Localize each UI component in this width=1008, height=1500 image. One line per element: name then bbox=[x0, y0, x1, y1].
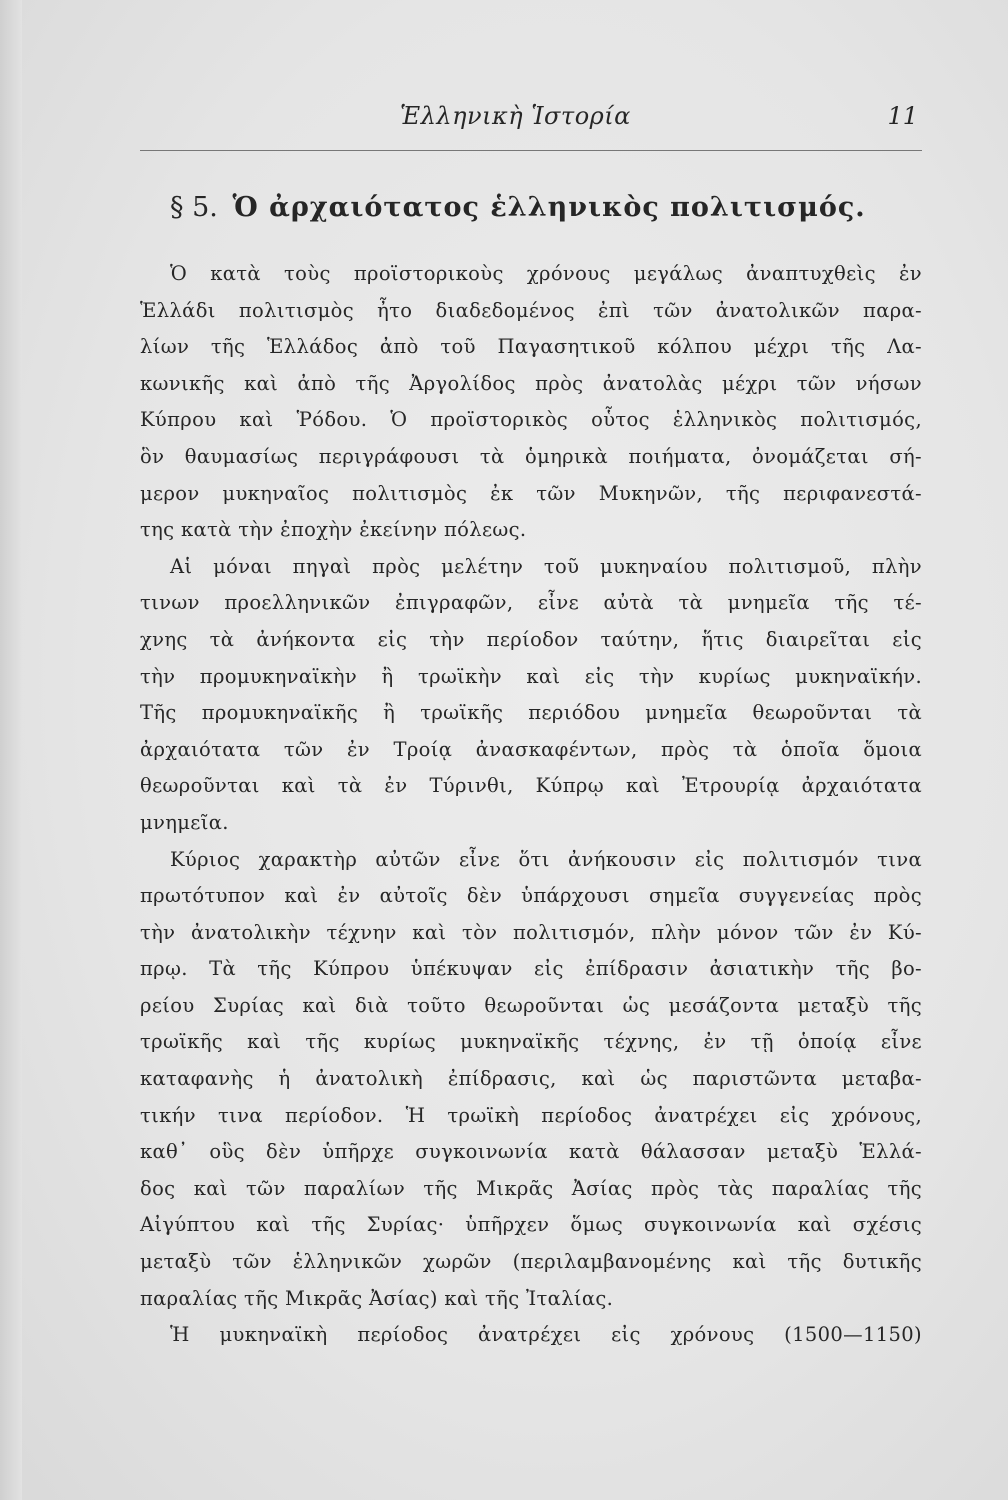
section-heading bbox=[170, 192, 866, 223]
text-line: Τῆς προμυκηναϊκῆς ἢ τρωϊκῆς περιόδου μνημεῖα θεωροῦνται τὰ bbox=[140, 701, 922, 725]
text-line: τικήν τινα περίοδον. Ἡ τρωϊκὴ περίοδος ἀνατρέχει εἰς χρόνους, bbox=[140, 1103, 922, 1127]
header-rule bbox=[140, 150, 922, 151]
text-line: θεωροῦνται καὶ τὰ ἐν Τύρινθι, Κύπρῳ καὶ Ἐτρουρίᾳ ἀρχαιότατα bbox=[140, 774, 922, 798]
page-number: 11 bbox=[887, 102, 918, 130]
text-line: πρῳ. Τὰ τῆς Κύπρου ὑπέκυψαν εἰς ἐπίδρασιν ἀσιατικὴν τῆς βο- bbox=[140, 957, 922, 981]
text-line: τινων προελληνικῶν ἐπιγραφῶν, εἶνε αὐτὰ τὰ μνημεῖα τῆς τέ- bbox=[140, 591, 922, 615]
section-number: § 5. bbox=[170, 192, 218, 223]
page-header bbox=[140, 102, 922, 142]
text-line: Κύριος χαρακτὴρ αὐτῶν εἶνε ὅτι ἀνήκουσιν εἰς πολιτισμόν τινα bbox=[170, 847, 922, 871]
text-line: χνης τὰ ἀνήκοντα εἰς τὴν περίοδον ταύτην, ἥτις διαιρεῖται εἰς bbox=[140, 627, 922, 651]
section-title: Ὁ ἀρχαιότατος ἑλληνικὸς πολιτισμός. bbox=[232, 192, 866, 223]
text-line: μνημεῖα. bbox=[140, 810, 229, 834]
text-line: παραλίας τῆς Μικρᾶς Ἀσίας) καὶ τῆς Ἰταλίας. bbox=[140, 1286, 614, 1310]
text-line: δος καὶ τῶν παραλίων τῆς Μικρᾶς Ἀσίας πρὸς τὰς παραλίας τῆς bbox=[140, 1176, 922, 1200]
text-line: ἀρχαιότατα τῶν ἐν Τροίᾳ ἀνασκαφέντων, πρὸς τὰ ὁποῖα ὅμοια bbox=[140, 737, 922, 761]
page-binding-edge bbox=[0, 0, 22, 1500]
text-line: ρείου Συρίας καὶ διὰ τοῦτο θεωροῦνται ὡς μεσάζοντα μεταξὺ τῆς bbox=[140, 993, 922, 1017]
text-line: καθ᾽ οὓς δὲν ὑπῆρχε συγκοινωνία κατὰ θάλασσαν μεταξὺ Ἑλλά- bbox=[140, 1140, 922, 1164]
body-text bbox=[140, 256, 922, 1354]
text-line: Ἑλλάδι πολιτισμὸς ἦτο διαδεδομένος ἐπὶ τῶν ἀνατολικῶν παρα- bbox=[140, 298, 922, 322]
text-line: Κύπρου καὶ Ῥόδου. Ὁ προϊστορικὸς οὗτος ἑλληνικὸς πολιτισμός, bbox=[140, 408, 922, 432]
text-line: καταφανὴς ἡ ἀνατολικὴ ἐπίδρασις, καὶ ὡς παριστῶντα μεταβα- bbox=[140, 1067, 922, 1091]
text-line: πρωτότυπον καὶ ἐν αὐτοῖς δὲν ὑπάρχουσι σημεῖα συγγενείας πρὸς bbox=[140, 884, 922, 908]
text-line: κωνικῆς καὶ ἀπὸ τῆς Ἀργολίδος πρὸς ἀνατολὰς μέχρι τῶν νήσων bbox=[140, 371, 922, 395]
text-line: τρωϊκῆς καὶ τῆς κυρίως μυκηναϊκῆς τέχνης, ἐν τῇ ὁποίᾳ εἶνε bbox=[140, 1030, 922, 1054]
text-line: μερον μυκηναῖος πολιτισμὸς ἐκ τῶν Μυκηνῶν, τῆς περιφανεστά- bbox=[140, 481, 922, 505]
text-line: της κατὰ τὴν ἐποχὴν ἐκείνην πόλεως. bbox=[140, 518, 527, 542]
text-line: τὴν ἀνατολικὴν τέχνην καὶ τὸν πολιτισμόν, πλὴν μόνον τῶν ἐν Κύ- bbox=[140, 920, 922, 944]
text-line: λίων τῆς Ἑλλάδος ἀπὸ τοῦ Παγασητικοῦ κόλπου μέχρι τῆς Λα- bbox=[140, 335, 922, 359]
running-title: Ἑλληνικὴ Ἱστορία bbox=[400, 102, 631, 130]
text-line: ὃν θαυμασίως περιγράφουσι τὰ ὁμηρικὰ ποιήματα, ὀνομάζεται σή- bbox=[140, 444, 922, 468]
text-line: μεταξὺ τῶν ἑλληνικῶν χωρῶν (περιλαμβανομένης καὶ τῆς δυτικῆς bbox=[140, 1250, 922, 1274]
text-line: Αἰγύπτου καὶ τῆς Συρίας· ὑπῆρχεν ὅμως συγκοινωνία καὶ σχέσις bbox=[140, 1213, 922, 1237]
text-line: Ὁ κατὰ τοὺς προϊστορικοὺς χρόνους μεγάλως ἀναπτυχθεὶς ἐν bbox=[170, 262, 922, 285]
text-line: τὴν προμυκηναϊκὴν ἢ τρωϊκὴν καὶ εἰς τὴν κυρίως μυκηναϊκήν. bbox=[140, 664, 922, 688]
text-line: Ἡ μυκηναϊκὴ περίοδος ἀνατρέχει εἰς χρόνους (1500—1150) bbox=[170, 1323, 922, 1347]
text-line: Αἱ μόναι πηγαὶ πρὸς μελέτην τοῦ μυκηναίου πολιτισμοῦ, πλὴν bbox=[170, 554, 922, 578]
